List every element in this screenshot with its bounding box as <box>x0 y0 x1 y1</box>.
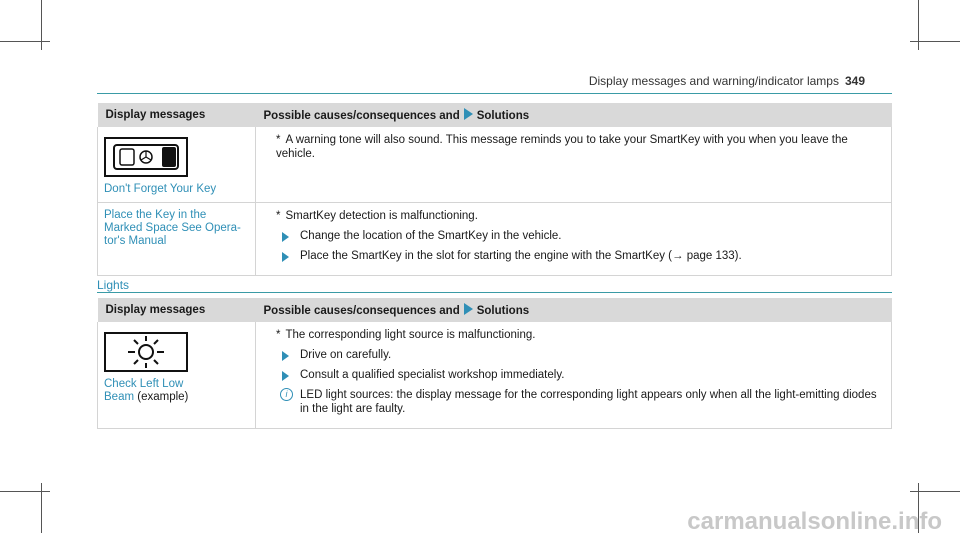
cause-text: * The corresponding light source is malfunctioning. <box>276 329 536 341</box>
crop-mark <box>0 491 50 492</box>
header-rule <box>97 93 892 94</box>
col-header-causes <box>256 103 892 127</box>
message-cell <box>98 322 256 429</box>
solution-step: Drive on carefully. <box>300 348 885 362</box>
col-header-solutions-label: Solutions <box>476 305 530 317</box>
message-name-line: Check Left Low <box>104 378 184 390</box>
message-name-line: Place the Key in the <box>104 209 207 221</box>
crop-mark <box>918 0 919 50</box>
causes-cell <box>256 127 892 203</box>
page-header <box>589 74 865 88</box>
cause-text: * SmartKey detection is malfunctioning. <box>276 210 478 222</box>
table-row <box>98 127 892 203</box>
page-header-title: Display messages and warning/indicator lamps <box>588 74 839 88</box>
col-header-display-messages: Display messages <box>98 298 256 322</box>
table-row <box>98 203 892 276</box>
col-header-causes-label: Possible causes/consequences and <box>263 110 460 122</box>
solution-step: Consult a qualified specialist workshop immediately. <box>300 368 885 382</box>
solution-arrow-icon <box>464 303 473 315</box>
table-row <box>98 322 892 429</box>
cause-text: * A warning tone will also sound. This message reminds you to take your SmartKey with you when you leave the vehicle. <box>276 134 848 160</box>
info-note: i LED light sources: the display message for the corresponding light appears only when all the light-emitting diodes in the light are faulty. <box>300 388 885 416</box>
solution-arrow-icon <box>464 108 473 120</box>
causes-cell <box>256 203 892 276</box>
section-title-lights: Lights <box>97 278 130 292</box>
key-fob-icon <box>104 137 188 177</box>
info-icon: i <box>280 388 293 401</box>
causes-cell <box>256 322 892 429</box>
message-cell <box>98 127 256 203</box>
step-arrow-icon <box>282 232 289 242</box>
step-arrow-icon <box>282 351 289 361</box>
section-rule <box>97 292 892 293</box>
crop-mark <box>41 0 42 50</box>
message-cell <box>98 203 256 276</box>
col-header-display-messages: Display messages <box>98 103 256 127</box>
solution-step: Change the location of the SmartKey in the vehicle. <box>300 229 885 243</box>
display-messages-table-1 <box>97 103 892 276</box>
message-name-line: Beam (example) <box>104 391 189 403</box>
watermark: carmanualsonline.info <box>687 508 942 535</box>
step-arrow-icon <box>282 252 289 262</box>
low-beam-bulb-icon <box>104 332 188 372</box>
crop-mark <box>41 483 42 533</box>
page-number: 349 <box>844 74 865 88</box>
display-messages-table-2 <box>97 298 892 429</box>
col-header-causes <box>256 298 892 322</box>
col-header-solutions-label: Solutions <box>476 110 530 122</box>
message-name: Don't Forget Your Key <box>104 183 217 195</box>
step-arrow-icon <box>282 371 289 381</box>
solution-step: Place the SmartKey in the slot for starting the engine with the SmartKey (→ page 133). <box>300 249 885 263</box>
message-name-line: tor's Manual <box>104 235 167 247</box>
crop-mark <box>0 41 50 42</box>
message-name-line: Marked Space See Opera- <box>104 222 241 234</box>
col-header-causes-label: Possible causes/consequences and <box>263 305 460 317</box>
